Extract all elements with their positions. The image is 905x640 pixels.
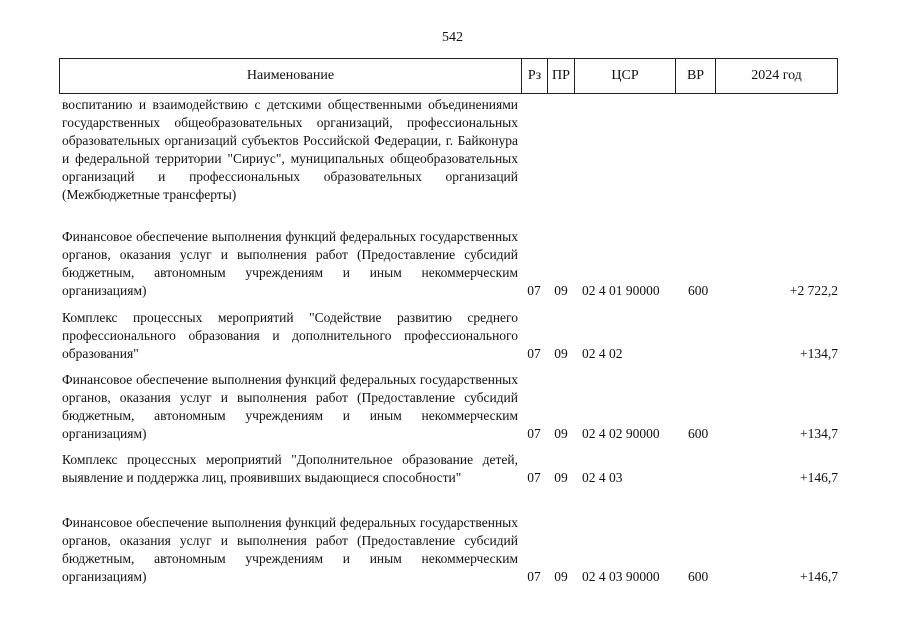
row-amount: +146,7 (800, 569, 838, 584)
header-year: 2024 год (715, 59, 837, 93)
row-rz: 07 (527, 346, 541, 361)
row-vr: 600 (688, 426, 709, 441)
table-row (62, 96, 838, 204)
page-number: 542 (442, 30, 463, 45)
row-csr: 02 4 01 90000 (582, 283, 660, 298)
row-csr: 02 4 02 (582, 346, 623, 361)
header-name: Наименование (246, 68, 335, 83)
row-csr: 02 4 03 (582, 470, 623, 485)
row-rz: 07 (527, 470, 541, 485)
row-amount: +2 722,2 (789, 283, 838, 298)
row-name: воспитанию и взаимодействию с детскими общественными объединениями государственных общеобразовательных организаций, профессиональных образовательных организаций субъектов Российской Федерации, г. Байконура и федеральной территории "Сириус", муниципальных общеобразовательных организаций и профессиональных образовательных организаций (Межбюджетные трансферты) (62, 97, 518, 202)
header-rz: Рз (521, 59, 547, 93)
table-header (59, 58, 838, 94)
table-row (62, 514, 838, 586)
row-vr: 600 (688, 569, 709, 584)
row-amount: +146,7 (800, 470, 838, 485)
row-pr: 09 (554, 346, 568, 361)
row-amount: +134,7 (800, 426, 838, 441)
table-row (62, 228, 838, 300)
row-name: Комплекс процессных мероприятий "Содействие развитию среднего профессионального образования и дополнительного профессионального образования" (62, 310, 518, 361)
row-pr: 09 (554, 470, 568, 485)
table-row (62, 451, 838, 487)
header-vr: ВР (675, 59, 715, 93)
row-csr: 02 4 03 90000 (582, 569, 660, 584)
row-name: Финансовое обеспечение выполнения функций федеральных государственных органов, оказания услуг и выполнения работ (Предоставление субсидий бюджетным, автономным учреждениям и иным некоммерческим организациям) (62, 515, 518, 584)
table-row (62, 309, 838, 363)
row-rz: 07 (527, 426, 541, 441)
row-name: Комплекс процессных мероприятий "Дополнительное образование детей, выявление и поддержка лиц, проявивших выдающиеся способности" (62, 452, 518, 485)
row-vr: 600 (688, 283, 709, 298)
header-csr: ЦСР (574, 59, 675, 93)
table-row (62, 371, 838, 443)
row-csr: 02 4 02 90000 (582, 426, 660, 441)
row-rz: 07 (527, 569, 541, 584)
row-amount: +134,7 (800, 346, 838, 361)
row-name: Финансовое обеспечение выполнения функций федеральных государственных органов, оказания услуг и выполнения работ (Предоставление субсидий бюджетным, автономным учреждениям и иным некоммерческим организациям) (62, 229, 518, 298)
row-pr: 09 (554, 283, 568, 298)
row-name: Финансовое обеспечение выполнения функций федеральных государственных органов, оказания услуг и выполнения работ (Предоставление субсидий бюджетным, автономным учреждениям и иным некоммерческим организациям) (62, 372, 518, 441)
row-pr: 09 (554, 569, 568, 584)
header-pr: ПР (547, 59, 574, 93)
row-pr: 09 (554, 426, 568, 441)
row-rz: 07 (527, 283, 541, 298)
